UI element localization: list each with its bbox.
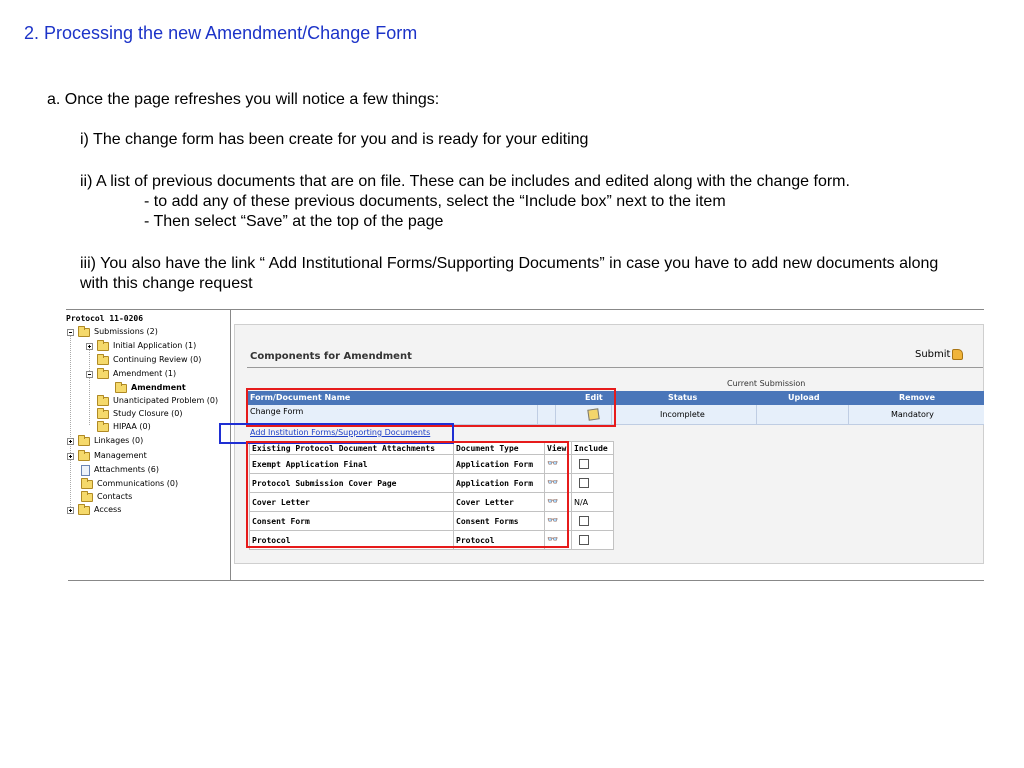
instruction-line-i: i) The change form has been create for you and is ready for your editing [80, 131, 589, 148]
attachment-name: Cover Letter [250, 493, 454, 512]
tree-item-label: Communications (0) [97, 479, 179, 488]
tree-item-unanticipated-problem[interactable] [97, 395, 218, 407]
tree-item-label: Amendment (1) [113, 369, 177, 378]
status-text: Incomplete [660, 410, 705, 419]
folder-icon [97, 410, 109, 419]
tree-item-amendment[interactable] [115, 382, 186, 394]
navigation-tree [66, 311, 230, 579]
tree-item-label: Access [94, 505, 122, 514]
tree-guide-line [89, 343, 90, 425]
tree-item-linkages[interactable] [67, 435, 143, 447]
folder-icon [78, 452, 90, 461]
document-name: Change Form [250, 407, 304, 416]
folder-icon [97, 342, 109, 351]
column-header: Edit [585, 393, 603, 402]
tree-guide-line [70, 331, 71, 511]
attachment-name: Protocol Submission Cover Page [250, 474, 454, 493]
tree-item-label: HIPAA (0) [113, 422, 151, 431]
folder-icon [115, 384, 127, 393]
change-form-highlight [246, 388, 616, 427]
column-header: Status [668, 393, 698, 402]
protocol-title: Protocol 11-0206 [66, 314, 144, 323]
attachment-name: Consent Form [250, 512, 454, 531]
tree-item-label: Study Closure (0) [113, 409, 183, 418]
instruction-line-a: a. Once the page refreshes you will notice a few things: [47, 91, 440, 108]
expand-icon[interactable] [67, 453, 74, 460]
folder-icon [97, 370, 109, 379]
column-header: View [545, 442, 572, 455]
tree-item-submissions[interactable] [67, 326, 158, 338]
pane-divider [230, 310, 231, 580]
document-type: Application Form [454, 455, 545, 474]
tree-item-label: Continuing Review (0) [113, 355, 202, 364]
cell-border [756, 405, 757, 425]
tree-item-label: Initial Application (1) [113, 341, 197, 350]
tree-item-initial-application[interactable] [86, 340, 196, 352]
document-icon [81, 465, 90, 476]
view-glasses-icon[interactable]: 👓 [547, 459, 559, 469]
slide-title: 2. Processing the new Amendment/Change Form [24, 23, 418, 43]
folder-icon [97, 423, 109, 432]
collapse-icon[interactable] [67, 329, 74, 336]
instruction-line-iii: iii) You also have the link “ Add Institutional Forms/Supporting Documents” in case you have to add new documents along [80, 255, 939, 272]
column-header: Document Type [454, 442, 545, 455]
tree-item-label: Submissions (2) [94, 327, 158, 336]
tree-item-continuing-review[interactable] [97, 354, 201, 366]
tree-item-amendment-folder[interactable] [86, 368, 176, 380]
include-checkbox[interactable] [579, 535, 589, 545]
folder-icon [78, 328, 90, 337]
tree-item-label: Linkages (0) [94, 436, 144, 445]
cell-border [848, 405, 849, 425]
document-type: Cover Letter [454, 493, 545, 512]
column-header: Upload [788, 393, 820, 402]
tree-item-label: Amendment [131, 383, 186, 392]
instruction-subline-2: - Then select “Save” at the top of the page [144, 213, 444, 230]
instruction-line-ii: ii) A list of previous documents that are on file. These can be includes and edited along with the change form. [80, 173, 850, 190]
attachment-name: Exempt Application Final [250, 455, 454, 474]
include-checkbox[interactable] [579, 516, 589, 526]
instruction-subline-1: - to add any of these previous documents, select the “Include box” next to the item [144, 193, 726, 210]
column-header: Include [572, 442, 614, 455]
folder-icon [97, 397, 109, 406]
thumbs-up-icon [952, 349, 963, 360]
include-na: N/A [572, 493, 614, 512]
folder-icon [97, 356, 109, 365]
view-glasses-icon[interactable]: 👓 [547, 535, 559, 545]
submit-button[interactable] [915, 349, 963, 360]
include-checkbox[interactable] [579, 478, 589, 488]
tree-item-attachments[interactable] [81, 464, 159, 476]
include-checkbox[interactable] [579, 459, 589, 469]
folder-icon [81, 480, 93, 489]
tree-item-study-closure[interactable] [97, 408, 183, 420]
column-header: Remove [899, 393, 936, 402]
column-header: Existing Protocol Document Attachments [250, 442, 454, 455]
view-glasses-icon[interactable]: 👓 [547, 497, 559, 507]
column-header: Form/Document Name [250, 393, 351, 402]
tree-item-access[interactable] [67, 504, 121, 516]
divider [66, 309, 984, 310]
expand-icon[interactable] [67, 507, 74, 514]
collapse-icon[interactable] [86, 371, 93, 378]
tree-item-hipaa[interactable] [97, 421, 151, 433]
tree-item-label: Management [94, 451, 147, 460]
tree-item-contacts[interactable] [81, 491, 132, 503]
add-institution-forms-link[interactable]: Add Institution Forms/Supporting Documents [250, 428, 431, 437]
attachment-name: Protocol [250, 531, 454, 550]
current-submission-label: Current Submission [727, 379, 806, 388]
divider [247, 367, 983, 368]
remove-text: Mandatory [891, 410, 934, 419]
folder-icon [78, 437, 90, 446]
instruction-line-iii-cont: with this change request [80, 275, 253, 292]
document-type: Consent Forms [454, 512, 545, 531]
tree-item-label: Unanticipated Problem (0) [113, 396, 219, 405]
expand-icon[interactable] [67, 438, 74, 445]
folder-icon [81, 493, 93, 502]
divider [68, 580, 984, 581]
tree-item-label: Contacts [97, 492, 133, 501]
panel-heading: Components for Amendment [250, 351, 412, 362]
tree-item-label: Attachments (6) [94, 465, 159, 474]
document-type: Application Form [454, 474, 545, 493]
view-glasses-icon[interactable]: 👓 [547, 516, 559, 526]
tree-item-management[interactable] [67, 450, 147, 462]
previous-documents-highlight [246, 441, 569, 548]
tree-item-communications[interactable] [81, 478, 178, 490]
expand-icon[interactable] [86, 343, 93, 350]
folder-icon [78, 506, 90, 515]
view-glasses-icon[interactable]: 👓 [547, 478, 559, 488]
document-type: Protocol [454, 531, 545, 550]
submit-label: Submit [915, 349, 951, 360]
